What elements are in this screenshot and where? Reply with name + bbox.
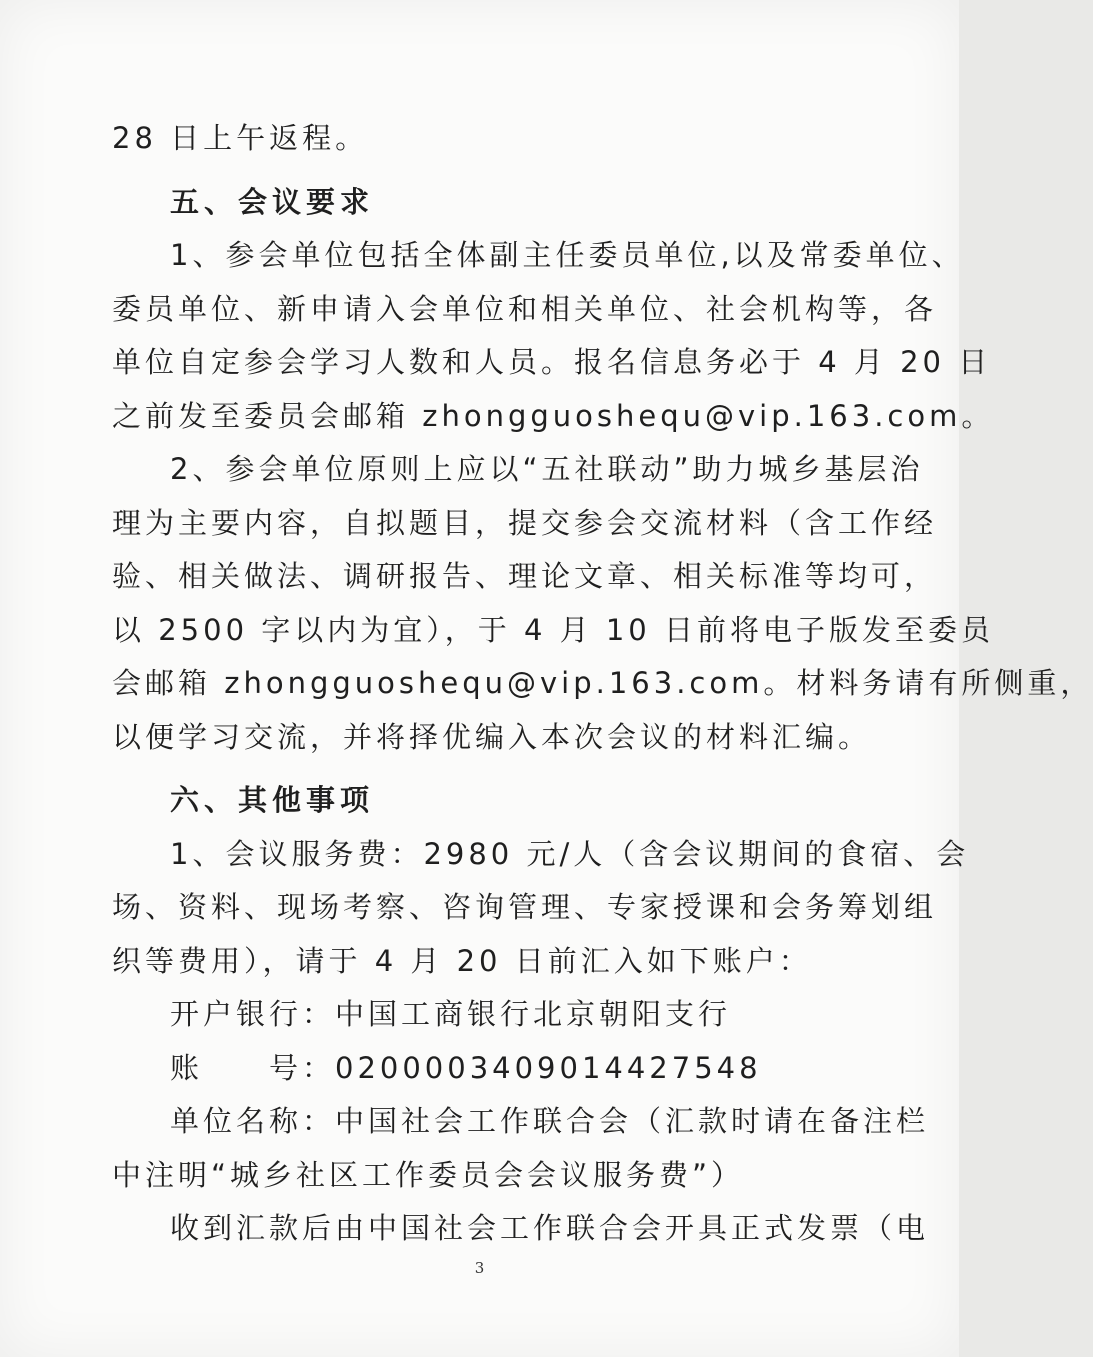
text-line: 2、参会单位原则上应以“五社联动”助力城乡基层治 [170,452,924,486]
text-line: 中注明“城乡社区工作委员会会议服务费”） [112,1157,745,1192]
text-line: 1、会议服务费：2980 元/人（含会议期间的食宿、会 [170,836,970,871]
text-line: 场、资料、现场考察、咨询管理、专家授课和会务筹划组 [112,890,938,924]
text-line: 收到汇款后由中国社会工作联合会开具正式发票（电 [170,1211,930,1245]
text-line: 以 2500 字以内为宜），于 4 月 10 日前将电子版发至委员 [112,612,994,647]
section-heading-6: 六、其他事项 [170,783,375,817]
text-line: 1、参会单位包括全体副主任委员单位,以及常委单位、 [170,238,965,272]
document-body [112,112,1093,1256]
text-line: 28 日上午返程。 [112,121,369,155]
text-line: 会邮箱 zhongguoshequ@vip.163.com。材料务请有所侧重， [112,666,1093,700]
text-line: 之前发至委员会邮箱 zhongguoshequ@vip.163.com。 [112,398,995,433]
text-line: 以便学习交流，并将择优编入本次会议的材料汇编。 [112,719,872,754]
account-number-line: 账 号：0200003409014427548 [170,1050,762,1085]
text-line: 验、相关做法、调研报告、理论文章、相关标准等均可， [112,559,938,593]
bank-name-line: 开户银行：中国工商银行北京朝阳支行 [170,997,732,1031]
page-number: 3 [474,1259,485,1277]
text-line: 织等费用），请于 4 月 20 日前汇入如下账户： [112,943,812,978]
section-heading-5: 五、会议要求 [170,184,375,219]
text-line: 委员单位、新申请入会单位和相关单位、社会机构等，各 [112,291,938,326]
text-line: 单位名称：中国社会工作联合会（汇款时请在备注栏 [170,1104,930,1138]
text-line: 单位自定参会学习人数和人员。报名信息务必于 4 月 20 日 [112,345,992,379]
text-line: 理为主要内容，自拟题目，提交参会交流材料（含工作经 [112,505,938,540]
